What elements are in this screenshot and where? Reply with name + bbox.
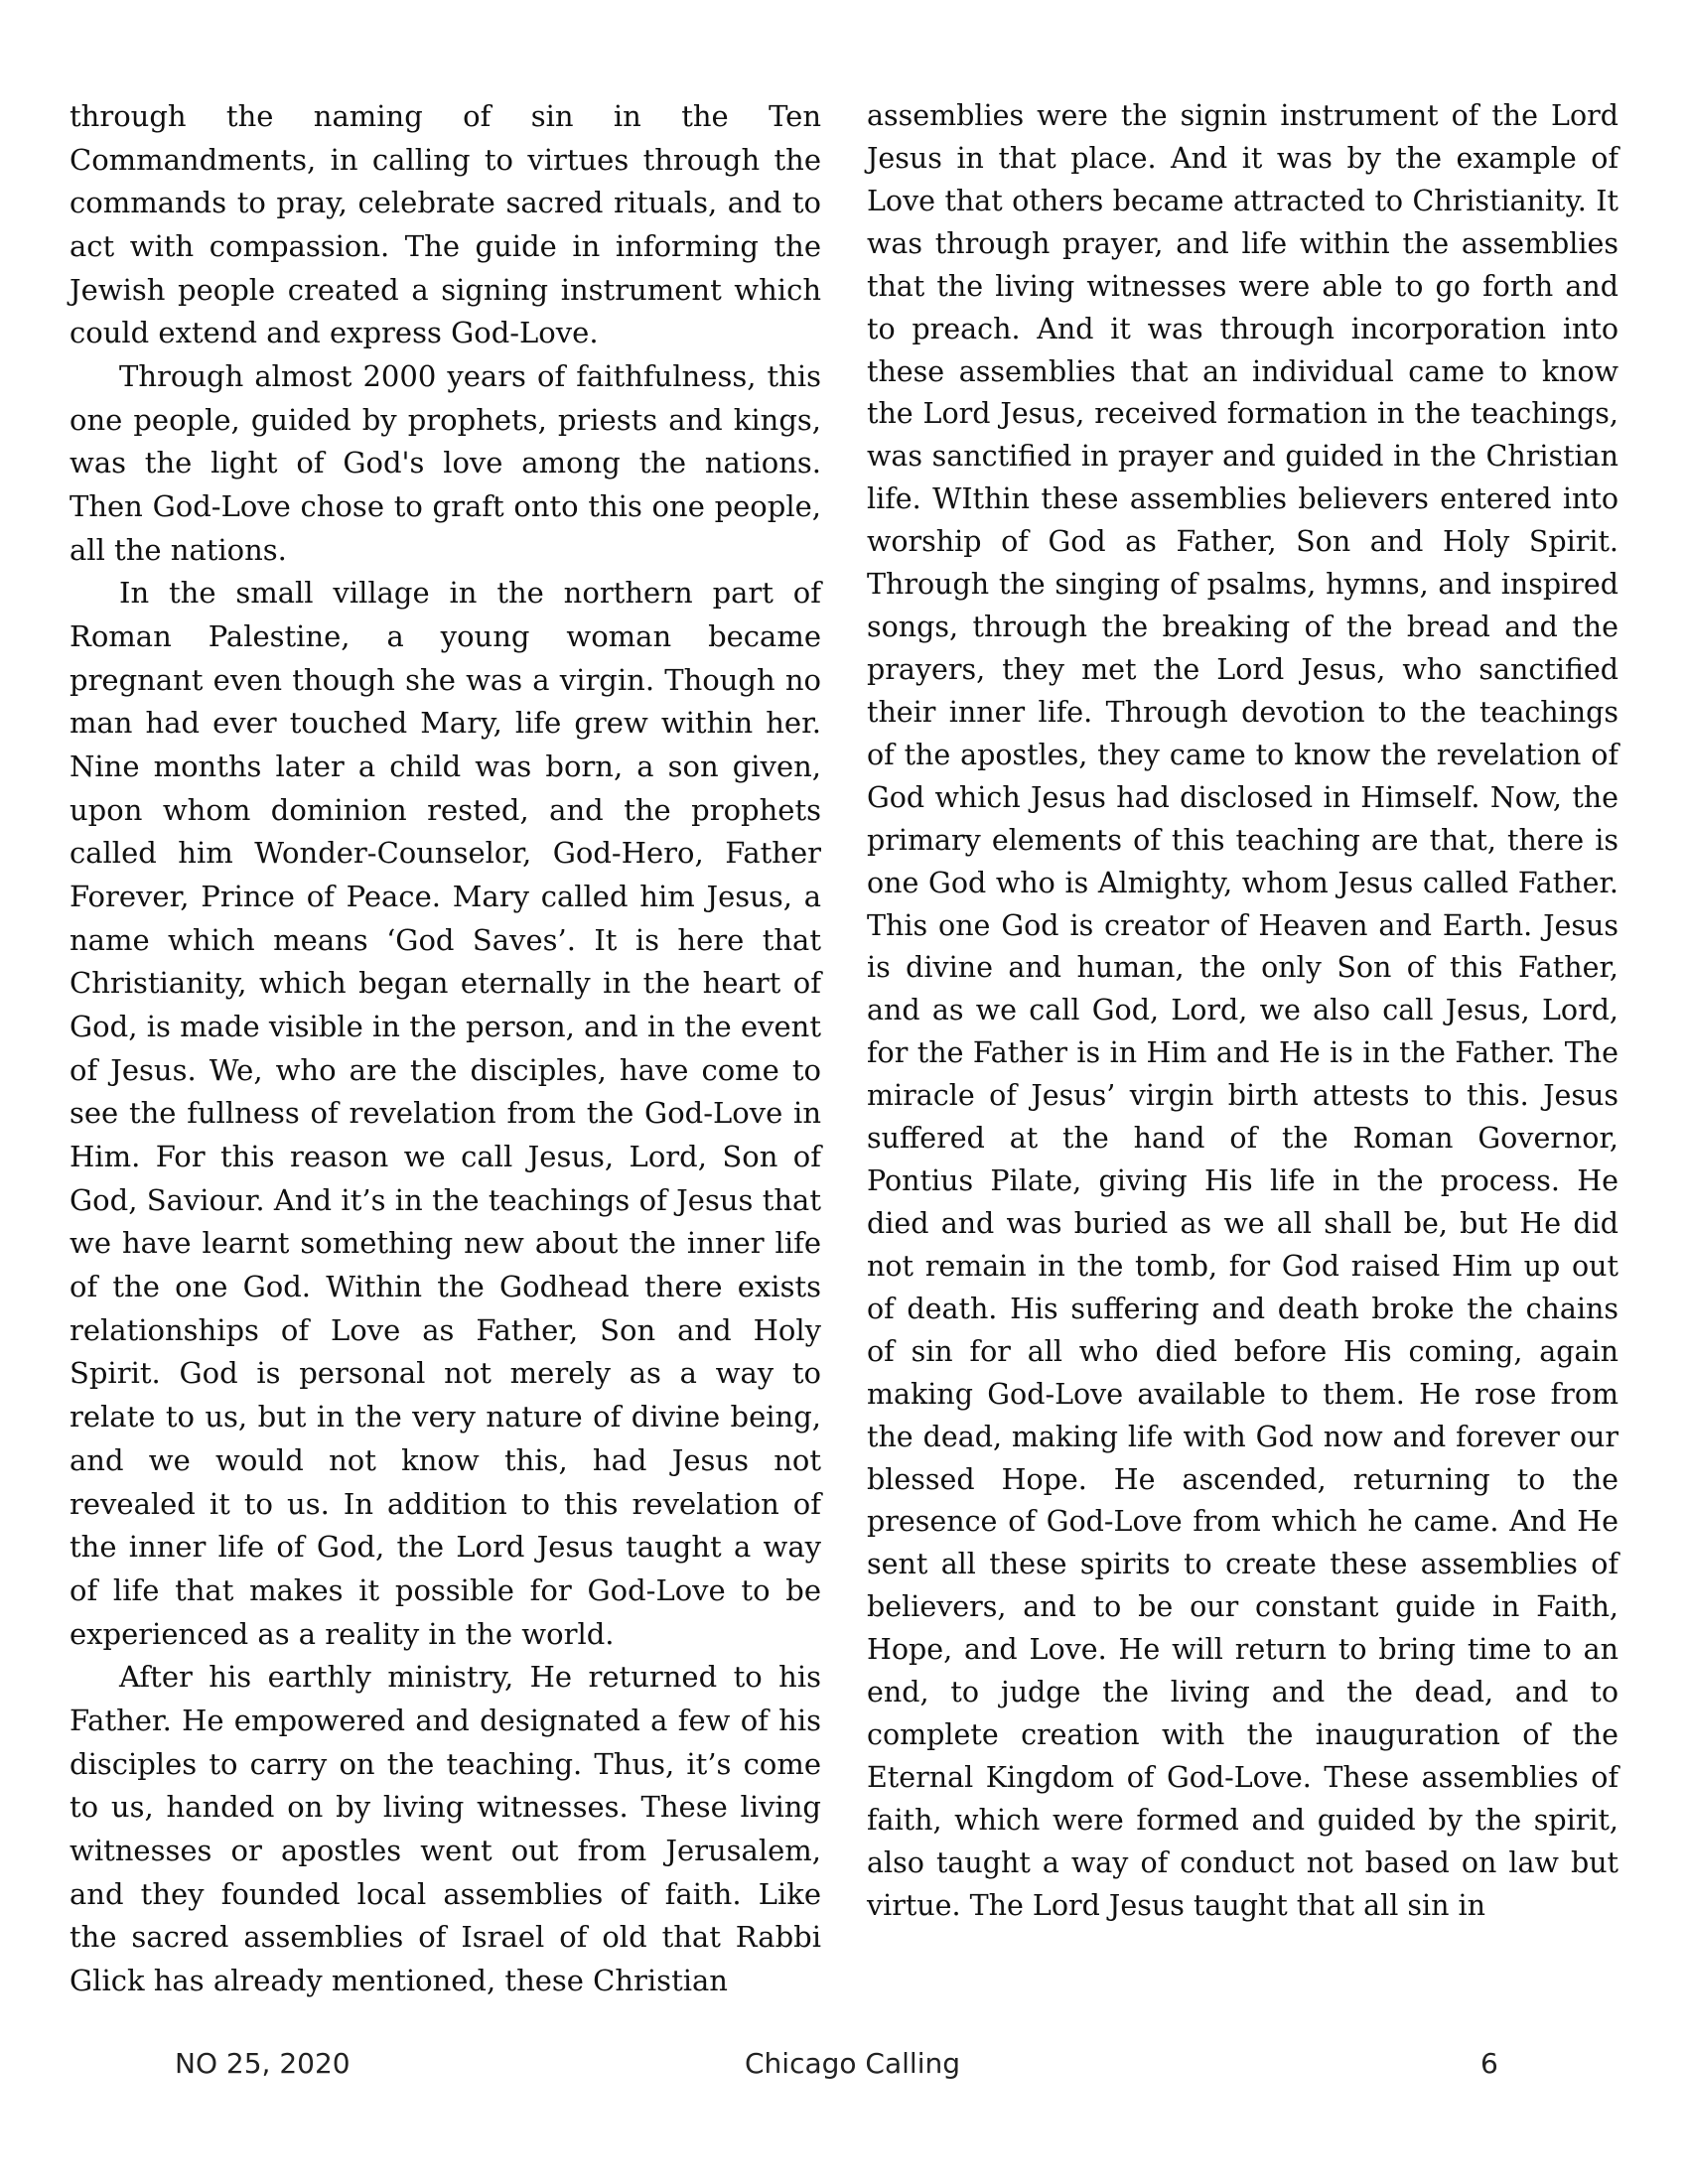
paragraph: In the small village in the northern part of Roman Palestine, a young woman became pregnant even though she was a virgin. Though no man had ever touched Mary, life grew within her. Nine months later a child was born, a son given, upon whom dominion rested, and the prophets called him Wonder-Counselor, God-Hero, Father Forever, Prince of Peace. Mary called him Jesus, a name which means ‘God Saves’. It is here that Christianity, which began eternally in the heart of God, is made visible in the person, and in the event of Jesus. We, who are the disciples, have come to see the fullness of revelation from the God-Love in Him. For this reason we call Jesus, Lord, Son of God, Saviour. And it’s in the teachings of Jesus that we have learnt something new about the inner life of the one God. Within the Godhead there exists relationships of Love as Father, Son and Holy Spirit. God is personal not merely as a way to relate to us, but in the very nature of divine being, and we would not know this, had Jesus not revealed it to us. In addition to this revelation of the inner life of God, the Lord Jesus taught a way of life that makes it possible for God-Love to be experienced as a reality in the world. (70, 576, 821, 1651)
page-footer (0, 2047, 1688, 2087)
left-text-column (70, 95, 821, 2003)
footer-publication-title: Chicago Calling (745, 2047, 960, 2080)
right-text-column (867, 95, 1618, 1928)
paragraph: through the naming of sin in the Ten Commandments, in calling to virtues through the commands to pray, celebrate sacred rituals, and to act with compassion. The guide in informing the Jewish people created a signing instrument which could extend and express God-Love. (70, 99, 821, 350)
paragraph: After his earthly ministry, He returned to his Father. He empowered and designated a few of his disciples to carry on the teaching. Thus, it’s come to us, handed on by living witnesses. These living witnesses or apostles went out from Jerusalem, and they founded local assemblies of faith. Like the sacred assemblies of Israel of old that Rabbi Glick has already mentioned, these Christian (70, 1660, 821, 1997)
paragraph: Through almost 2000 years of faithfulness, this one people, guided by prophets, priests and kings, was the light of God's love among the nations. Then God-Love chose to graft onto this one people, all the nations. (70, 359, 821, 567)
paragraph: assemblies were the signin instrument of the Lord Jesus in that place. And it was by the example of Love that others became attracted to Christianity. It was through prayer, and life within the assemblies that the living witnesses were able to go forth and to preach. And it was through incorporation into these assemblies that an individual came to know the Lord Jesus, received formation in the teachings, was sanctified in prayer and guided in the Christian life. WIthin these assemblies believers entered into worship of God as Father, Son and Holy Spirit. Through the singing of psalms, hymns, and inspired songs, through the breaking of the bread and the prayers, they met the Lord Jesus, who sanctified their inner life. Through devotion to the teachings of the apostles, they came to know the revelation of God which Jesus had disclosed in Himself. Now, the primary elements of this teaching are that, there is one God who is Almighty, whom Jesus called Father. This one God is creator of Heaven and Earth. Jesus is divine and human, the only Son of this Father, and as we call God, Lord, we also call Jesus, Lord, for the Father is in Him and He is in the Father. The miracle of Jesus’ virgin birth attests to this. Jesus suffered at the hand of the Roman Governor, Pontius Pilate, giving His life in the process. He died and was buried as we all shall be, but He did not remain in the tomb, for God raised Him up out of death. His suffering and death broke the chains of sin for all who died before His coming, again making God-Love available to them. He rose from the dead, making life with God now and forever our blessed Hope. He ascended, returning to the presence of God-Love from which he came. And He sent all these spirits to create these assemblies of believers, and to be our constant guide in Faith, Hope, and Love. He will return to bring time to an end, to judge the living and the dead, and to complete creation with the inauguration of the Eternal Kingdom of God-Love. These assemblies of faith, which were formed and guided by the spirit, also taught a way of conduct not based on law but virtue. The Lord Jesus taught that all sin in (867, 99, 1618, 1922)
footer-date: NO 25, 2020 (175, 2047, 351, 2080)
footer-page-number: 6 (1480, 2047, 1498, 2080)
